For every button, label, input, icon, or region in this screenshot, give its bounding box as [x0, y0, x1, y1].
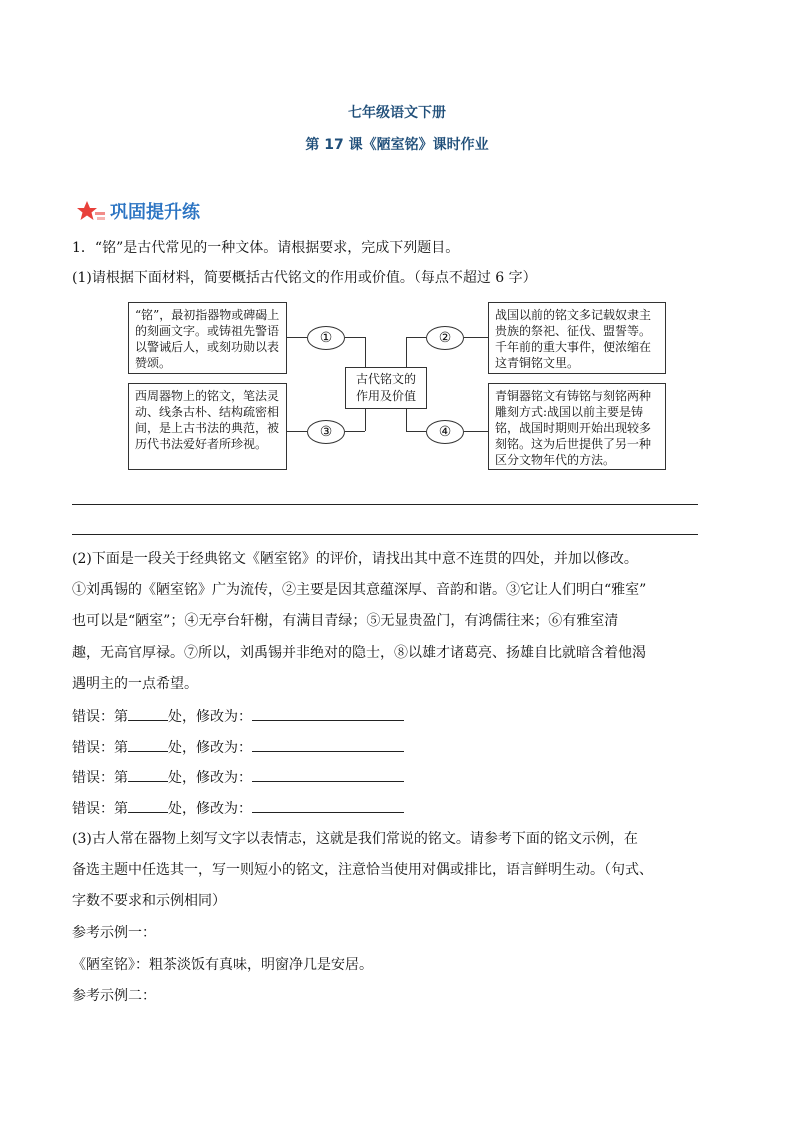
question-1-part-1: (1)请根据下面材料，简要概括古代铭文的作用或价值。（每点不超过 6 字）: [72, 270, 537, 286]
error-fix-row: [72, 767, 404, 788]
fix-label: 处，修改为：: [168, 801, 252, 817]
question-1-stem: 1．“铭”是古代常见的一种文体。请根据要求，完成下列题目。: [72, 240, 460, 256]
fix-blank[interactable]: [252, 737, 404, 752]
material-box-top-right: 战国以前的铭文多记载奴隶主贵族的祭祀、征伐、盟誓等。千年前的重大事件，便浓缩在这青铜铭文里。: [488, 302, 666, 374]
connector: [406, 337, 426, 338]
center-line-2: 作用及价值: [355, 389, 416, 403]
fix-blank[interactable]: [252, 798, 404, 813]
material-box-bottom-right: 青铜器铭文有铸铭与刻铭两种雕刻方式:战国以前主要是铸铭，战国时期则开始出现较多刻铭。这为后世提供了另一种区分文物年代的方法。: [488, 383, 666, 470]
material-box-top-left: “铭”，最初指器物或碑碣上的刻画文字。或铸祖先警语以警诫后人，或刻功勋以表赞颂。: [128, 302, 287, 374]
section-label: 巩固提升练: [110, 202, 200, 223]
answer-line[interactable]: [72, 504, 698, 505]
error-label: 错误：第: [72, 770, 128, 786]
fix-blank[interactable]: [252, 706, 404, 721]
diagram-center: [345, 367, 427, 409]
connector: [365, 337, 366, 367]
part-2-text-line: 趣，无高官厚禄。⑦所以，刘禹锡并非绝对的隐士，⑧以雄才诸葛亮、扬雄自比就暗含着他渴: [72, 645, 646, 661]
part-2-text-line: 遇明主的一点希望。: [72, 676, 198, 692]
example-1-text: 《陋室铭》：粗茶淡饭有真味，明窗净几是安居。: [72, 957, 373, 973]
connector: [464, 337, 488, 338]
grade-title: 七年级语文下册: [348, 105, 446, 121]
error-fix-row: [72, 798, 404, 819]
connector: [406, 409, 407, 431]
connector: [365, 409, 366, 431]
error-label: 错误：第: [72, 740, 128, 756]
star-icon: [76, 200, 106, 222]
connector: [287, 431, 307, 432]
error-label: 错误：第: [72, 801, 128, 817]
blank-marker-3: ③: [307, 420, 345, 444]
part-3-prompt-line: 字数不要求和示例相同）: [72, 893, 226, 909]
error-number-blank[interactable]: [128, 737, 168, 752]
blank-marker-4: ④: [426, 420, 464, 444]
part-2-prompt: (2)下面是一段关于经典铭文《陋室铭》的评价，请找出其中意不连贯的四处，并加以修改。: [72, 551, 638, 567]
fix-blank[interactable]: [252, 767, 404, 782]
part-2-text-line: 也可以是“陋室”；④无亭台轩榭，有满目青绿；⑤无显贵盈门，有鸿儒往来；⑥有雅室清: [72, 613, 619, 629]
error-fix-row: [72, 706, 404, 727]
fix-label: 处，修改为：: [168, 770, 252, 786]
part-2-text-line: ①刘禹锡的《陋室铭》广为流传，②主要是因其意蕴深厚、音韵和谐。③它让人们明白“雅室”: [72, 582, 647, 598]
error-number-blank[interactable]: [128, 706, 168, 721]
material-box-bottom-left: 西周器物上的铭文，笔法灵动、线条古朴、结构疏密相间，是上古书法的典范，被历代书法爱好者所珍视。: [128, 383, 287, 470]
error-number-blank[interactable]: [128, 798, 168, 813]
center-line-1: 古代铭文的: [355, 372, 416, 386]
error-label: 错误：第: [72, 709, 128, 725]
blank-marker-1: ①: [307, 326, 345, 350]
connector: [464, 431, 488, 432]
connector: [345, 337, 365, 338]
example-1-label: 参考示例一：: [72, 925, 156, 941]
part-3-prompt: (3)古人常在器物上刻写文字以表情志，这就是我们常说的铭文。请参考下面的铭文示例，在: [72, 831, 638, 847]
error-fix-row: [72, 737, 404, 758]
lesson-title: 第 17 课《陋室铭》课时作业: [305, 137, 489, 153]
connector: [345, 431, 365, 432]
fix-label: 处，修改为：: [168, 709, 252, 725]
error-number-blank[interactable]: [128, 767, 168, 782]
blank-marker-2: ②: [426, 326, 464, 350]
connector: [406, 337, 407, 367]
connector: [406, 431, 426, 432]
fix-label: 处，修改为：: [168, 740, 252, 756]
example-2-label: 参考示例二：: [72, 988, 156, 1004]
part-3-prompt-line: 备选主题中任选其一，写一则短小的铭文，注意恰当使用对偶或排比，语言鲜明生动。（句式、: [72, 862, 653, 878]
answer-line[interactable]: [72, 534, 698, 535]
connector: [287, 337, 307, 338]
